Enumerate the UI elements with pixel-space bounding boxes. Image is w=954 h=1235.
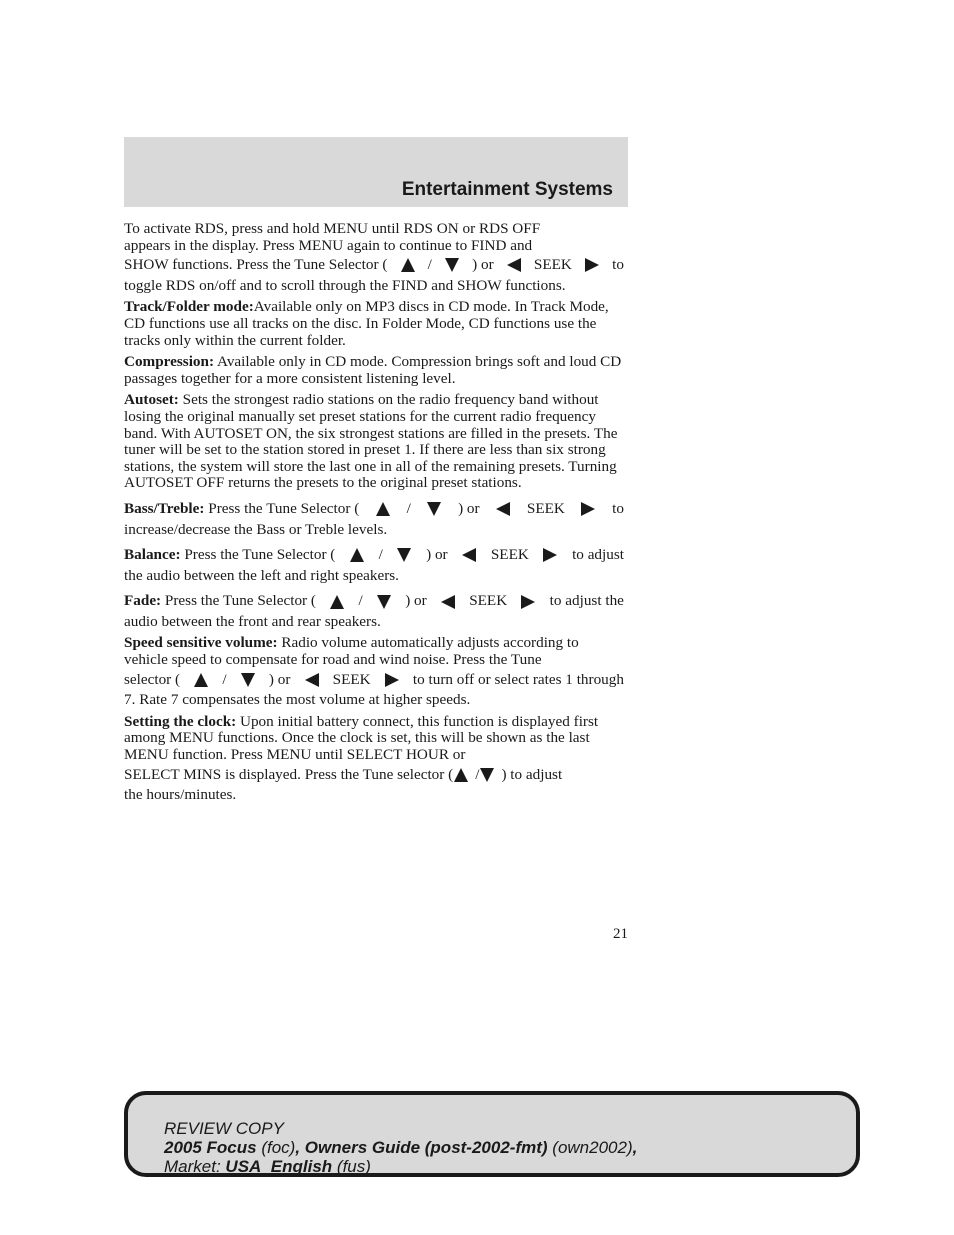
triangle-left-icon	[304, 672, 320, 688]
fade-intro	[124, 593, 316, 610]
seek-label: SEEK	[526, 499, 565, 517]
triangle-up-icon	[453, 767, 469, 783]
speed-volume-text-block	[124, 635, 624, 668]
fade-control-line	[124, 593, 624, 610]
slash: /	[222, 670, 227, 688]
autoset-paragraph	[124, 392, 624, 492]
bass-treble-control-tail: to	[612, 499, 624, 517]
speed-volume-control-tail: to turn off or select rates 1 through	[412, 670, 624, 688]
footer-market: USA_English	[225, 1157, 333, 1176]
or-text: ) or	[472, 256, 494, 274]
clock-paragraph	[124, 714, 624, 804]
triangle-up-icon	[329, 594, 345, 610]
track-folder-paragraph	[124, 299, 624, 349]
footer-guide-code: (own2002)	[552, 1138, 633, 1157]
slash: /	[358, 592, 363, 610]
clock-control-text: SELECT MINS is displayed. Press the Tune selector (	[124, 765, 454, 783]
footer-review-label: REVIEW COPY	[164, 1119, 284, 1138]
track-folder-text: Available only on MP3 discs in CD mode. In Track Mode, CD functions use all tracks on the disc. In Folder Mode, CD functions use the tracks only within the current folder.	[124, 298, 609, 349]
triangle-left-icon	[461, 547, 477, 563]
autoset-text: Sets the strongest radio stations on the radio frequency band without losing the original manually set preset stations for the current radio frequency band. With AUTOSET ON, the six strongest stations are filled in the presets. The tuner will be set to the station stored in preset 1. If there are less than six strong stations, the system will store the last one in all of the remaining presets. Turning AUTOSET OFF returns the presets to the original preset stations.	[124, 391, 618, 492]
triangle-left-icon	[495, 501, 511, 517]
footer-model-code: (foc)	[261, 1138, 296, 1157]
clock-line-after: the hours/minutes.	[124, 786, 237, 804]
speed-volume-lead: Speed sensitive volume:	[124, 634, 278, 652]
triangle-right-icon	[584, 257, 600, 273]
compression-text: Available only in CD mode. Compression brings soft and loud CD passages together for a more consistent listening level.	[124, 353, 622, 387]
triangle-left-icon	[440, 594, 456, 610]
speed-volume-control-text: selector (	[124, 670, 181, 688]
triangle-right-icon	[580, 501, 596, 517]
clock-text: Upon initial battery connect, this function is displayed first among MENU functions. Once the clock is set, this will be shown as the last MENU function. Press MENU until SELECT HOUR or	[124, 712, 599, 764]
seek-label: SEEK	[490, 546, 529, 564]
fade-control-tail: to adjust the	[549, 592, 624, 610]
bass-treble-control-line	[124, 501, 624, 518]
slash: /	[427, 256, 432, 274]
section-header-band	[124, 137, 628, 207]
footer-review-box	[124, 1091, 860, 1177]
section-title: Entertainment Systems	[401, 179, 613, 200]
bass-treble-intro	[124, 501, 359, 518]
seek-label: SEEK	[469, 592, 508, 610]
track-folder-lead: Track/Folder mode:	[124, 298, 254, 316]
triangle-down-icon	[240, 672, 256, 688]
slash: /	[378, 546, 383, 564]
seek-label: SEEK	[332, 670, 371, 688]
or-text: ) or	[268, 670, 291, 688]
footer-market-line	[164, 1157, 637, 1176]
footer-model-line	[164, 1138, 637, 1157]
rds-control-tail: to	[612, 256, 624, 274]
triangle-down-icon	[426, 501, 442, 517]
triangle-up-icon	[193, 672, 209, 688]
rds-paragraph	[124, 221, 624, 294]
clock-lead: Setting the clock:	[124, 712, 237, 730]
slash: /	[406, 499, 411, 517]
clock-text-block	[124, 714, 624, 764]
or-text: ) or	[458, 499, 480, 517]
balance-lead: Balance:	[124, 546, 181, 564]
triangle-down-icon	[376, 594, 392, 610]
or-text: ) or	[426, 546, 448, 564]
rds-control-line	[124, 257, 624, 274]
compression-lead: Compression:	[124, 353, 215, 371]
triangle-left-icon	[506, 257, 522, 273]
triangle-up-icon	[400, 257, 416, 273]
triangle-down-icon	[479, 767, 495, 783]
fade-control-text: Press the Tune Selector (	[164, 592, 316, 610]
footer-text	[164, 1119, 637, 1176]
balance-paragraph	[124, 547, 624, 584]
balance-intro	[124, 547, 335, 564]
rds-line-1: To activate RDS, press and hold MENU until RDS ON or RDS OFF	[124, 220, 541, 237]
speed-volume-line-after: 7. Rate 7 compensates the most volume at higher speeds.	[124, 691, 471, 709]
page-content	[124, 221, 624, 809]
triangle-down-icon	[396, 547, 412, 563]
rds-line-after: toggle RDS on/off and to scroll through the FIND and SHOW functions.	[124, 276, 566, 294]
seek-label: SEEK	[533, 256, 572, 274]
bass-treble-paragraph	[124, 501, 624, 538]
slash: /	[475, 765, 480, 783]
page-number: 21	[613, 926, 628, 942]
fade-paragraph	[124, 593, 624, 630]
footer-comma: ,	[632, 1138, 638, 1157]
triangle-down-icon	[444, 257, 460, 273]
bass-treble-lead: Bass/Treble:	[124, 499, 205, 517]
triangle-up-icon	[375, 501, 391, 517]
compression-paragraph	[124, 354, 624, 387]
speed-volume-control-line	[124, 672, 624, 689]
balance-control-tail: to adjust	[572, 546, 624, 564]
balance-line-after: the audio between the left and right speakers.	[124, 566, 399, 584]
triangle-right-icon	[520, 594, 536, 610]
rds-line-2: appears in the display. Press MENU again to continue to FIND and	[124, 236, 533, 254]
autoset-lead: Autoset:	[124, 391, 179, 409]
bass-treble-control-text: Press the Tune Selector (	[208, 499, 360, 517]
clock-control-tail: ) to adjust	[501, 765, 563, 783]
footer-market-label: Market:	[164, 1157, 221, 1176]
speed-volume-paragraph	[124, 635, 624, 708]
clock-control-line	[124, 767, 624, 784]
footer-guide: , Owners Guide (post-2002-fmt)	[295, 1138, 548, 1157]
rds-control-text: SHOW functions. Press the Tune Selector (	[124, 256, 388, 274]
triangle-up-icon	[349, 547, 365, 563]
or-text: ) or	[405, 592, 427, 610]
balance-control-line	[124, 547, 624, 564]
footer-model: 2005 Focus	[164, 1138, 257, 1157]
fade-lead: Fade:	[124, 592, 162, 610]
triangle-right-icon	[542, 547, 558, 563]
speed-volume-text: Radio volume automatically adjusts according to vehicle speed to compensate for road and wind noise. Press the Tune	[124, 634, 579, 669]
fade-line-after: audio between the front and rear speakers.	[124, 612, 381, 630]
balance-control-text: Press the Tune Selector (	[184, 546, 336, 564]
bass-treble-line-after: increase/decrease the Bass or Treble levels.	[124, 520, 388, 538]
triangle-right-icon	[384, 672, 400, 688]
footer-market-code: (fus)	[336, 1157, 371, 1176]
